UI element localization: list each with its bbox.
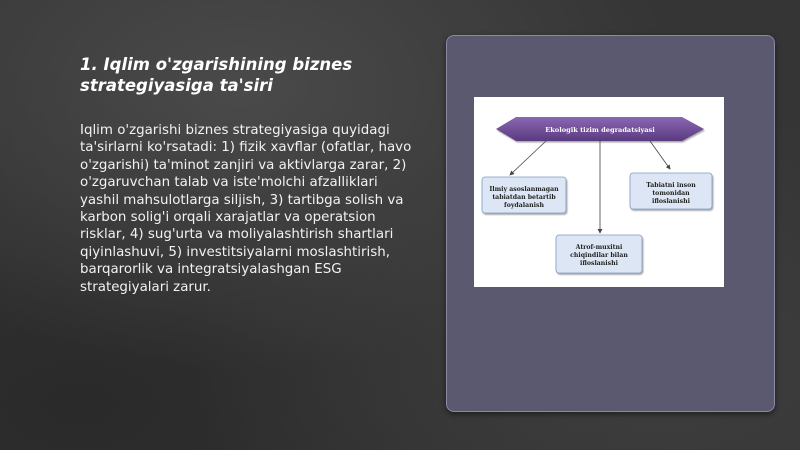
bottom-box-line-3: ifloslanishi: [579, 260, 619, 267]
diagram-left-box: [482, 177, 566, 213]
slide-title: 1. Iqlim o'zgarishining biznes strategiyasiga ta'siri: [80, 55, 353, 95]
diagram-bottom-box: [556, 235, 642, 273]
diagram-banner: [496, 117, 704, 141]
slide-body-text: Iqlim o'zgarishi biznes strategiyasiga quyidagi ta'sirlarni ko'rsatadi: 1) fizik xavflar (ofatlar, havo o'zgarishi) ta'minot zanjiri va aktivlarga zarar, 2) o'zgaruvchan talab va iste'molchi afzalliklari yashil mahsulotlarga siljish, 3) tartibga solish va karbon solig'i orqali xarajatlar va operatsion risklar, 4) sug'urta va moliyalashtirish shartlari qiyinlashuvi, 5) investitsiyalarni moslashtirish, barqarorlik va integratsiyalashgan ESG strategiyalari zarur.: [80, 123, 412, 295]
diagram-banner-label: Ekologik tizim degradatsiyasi: [545, 126, 655, 134]
arrow-right: [650, 141, 670, 169]
diagram-svg: [474, 97, 724, 287]
left-box-line-3: foydalanish: [504, 202, 544, 209]
arrow-left: [510, 141, 546, 175]
right-box-line-2: tomonidan: [652, 190, 690, 197]
diagram-figure: [474, 97, 724, 287]
diagram-right-box: [630, 173, 712, 209]
right-box-line-1: Tabiatni inson: [646, 182, 696, 189]
right-box-line-3: ifloslanishi: [651, 198, 691, 205]
left-box-line-1: Ilmiy asoslanmagan: [489, 186, 559, 193]
left-box-line-2: tabiatdan betartib: [492, 194, 556, 201]
bottom-box-line-2: chiqindilar bilan: [570, 252, 628, 259]
bottom-box-line-1: Atrof-muxitni: [575, 244, 623, 251]
